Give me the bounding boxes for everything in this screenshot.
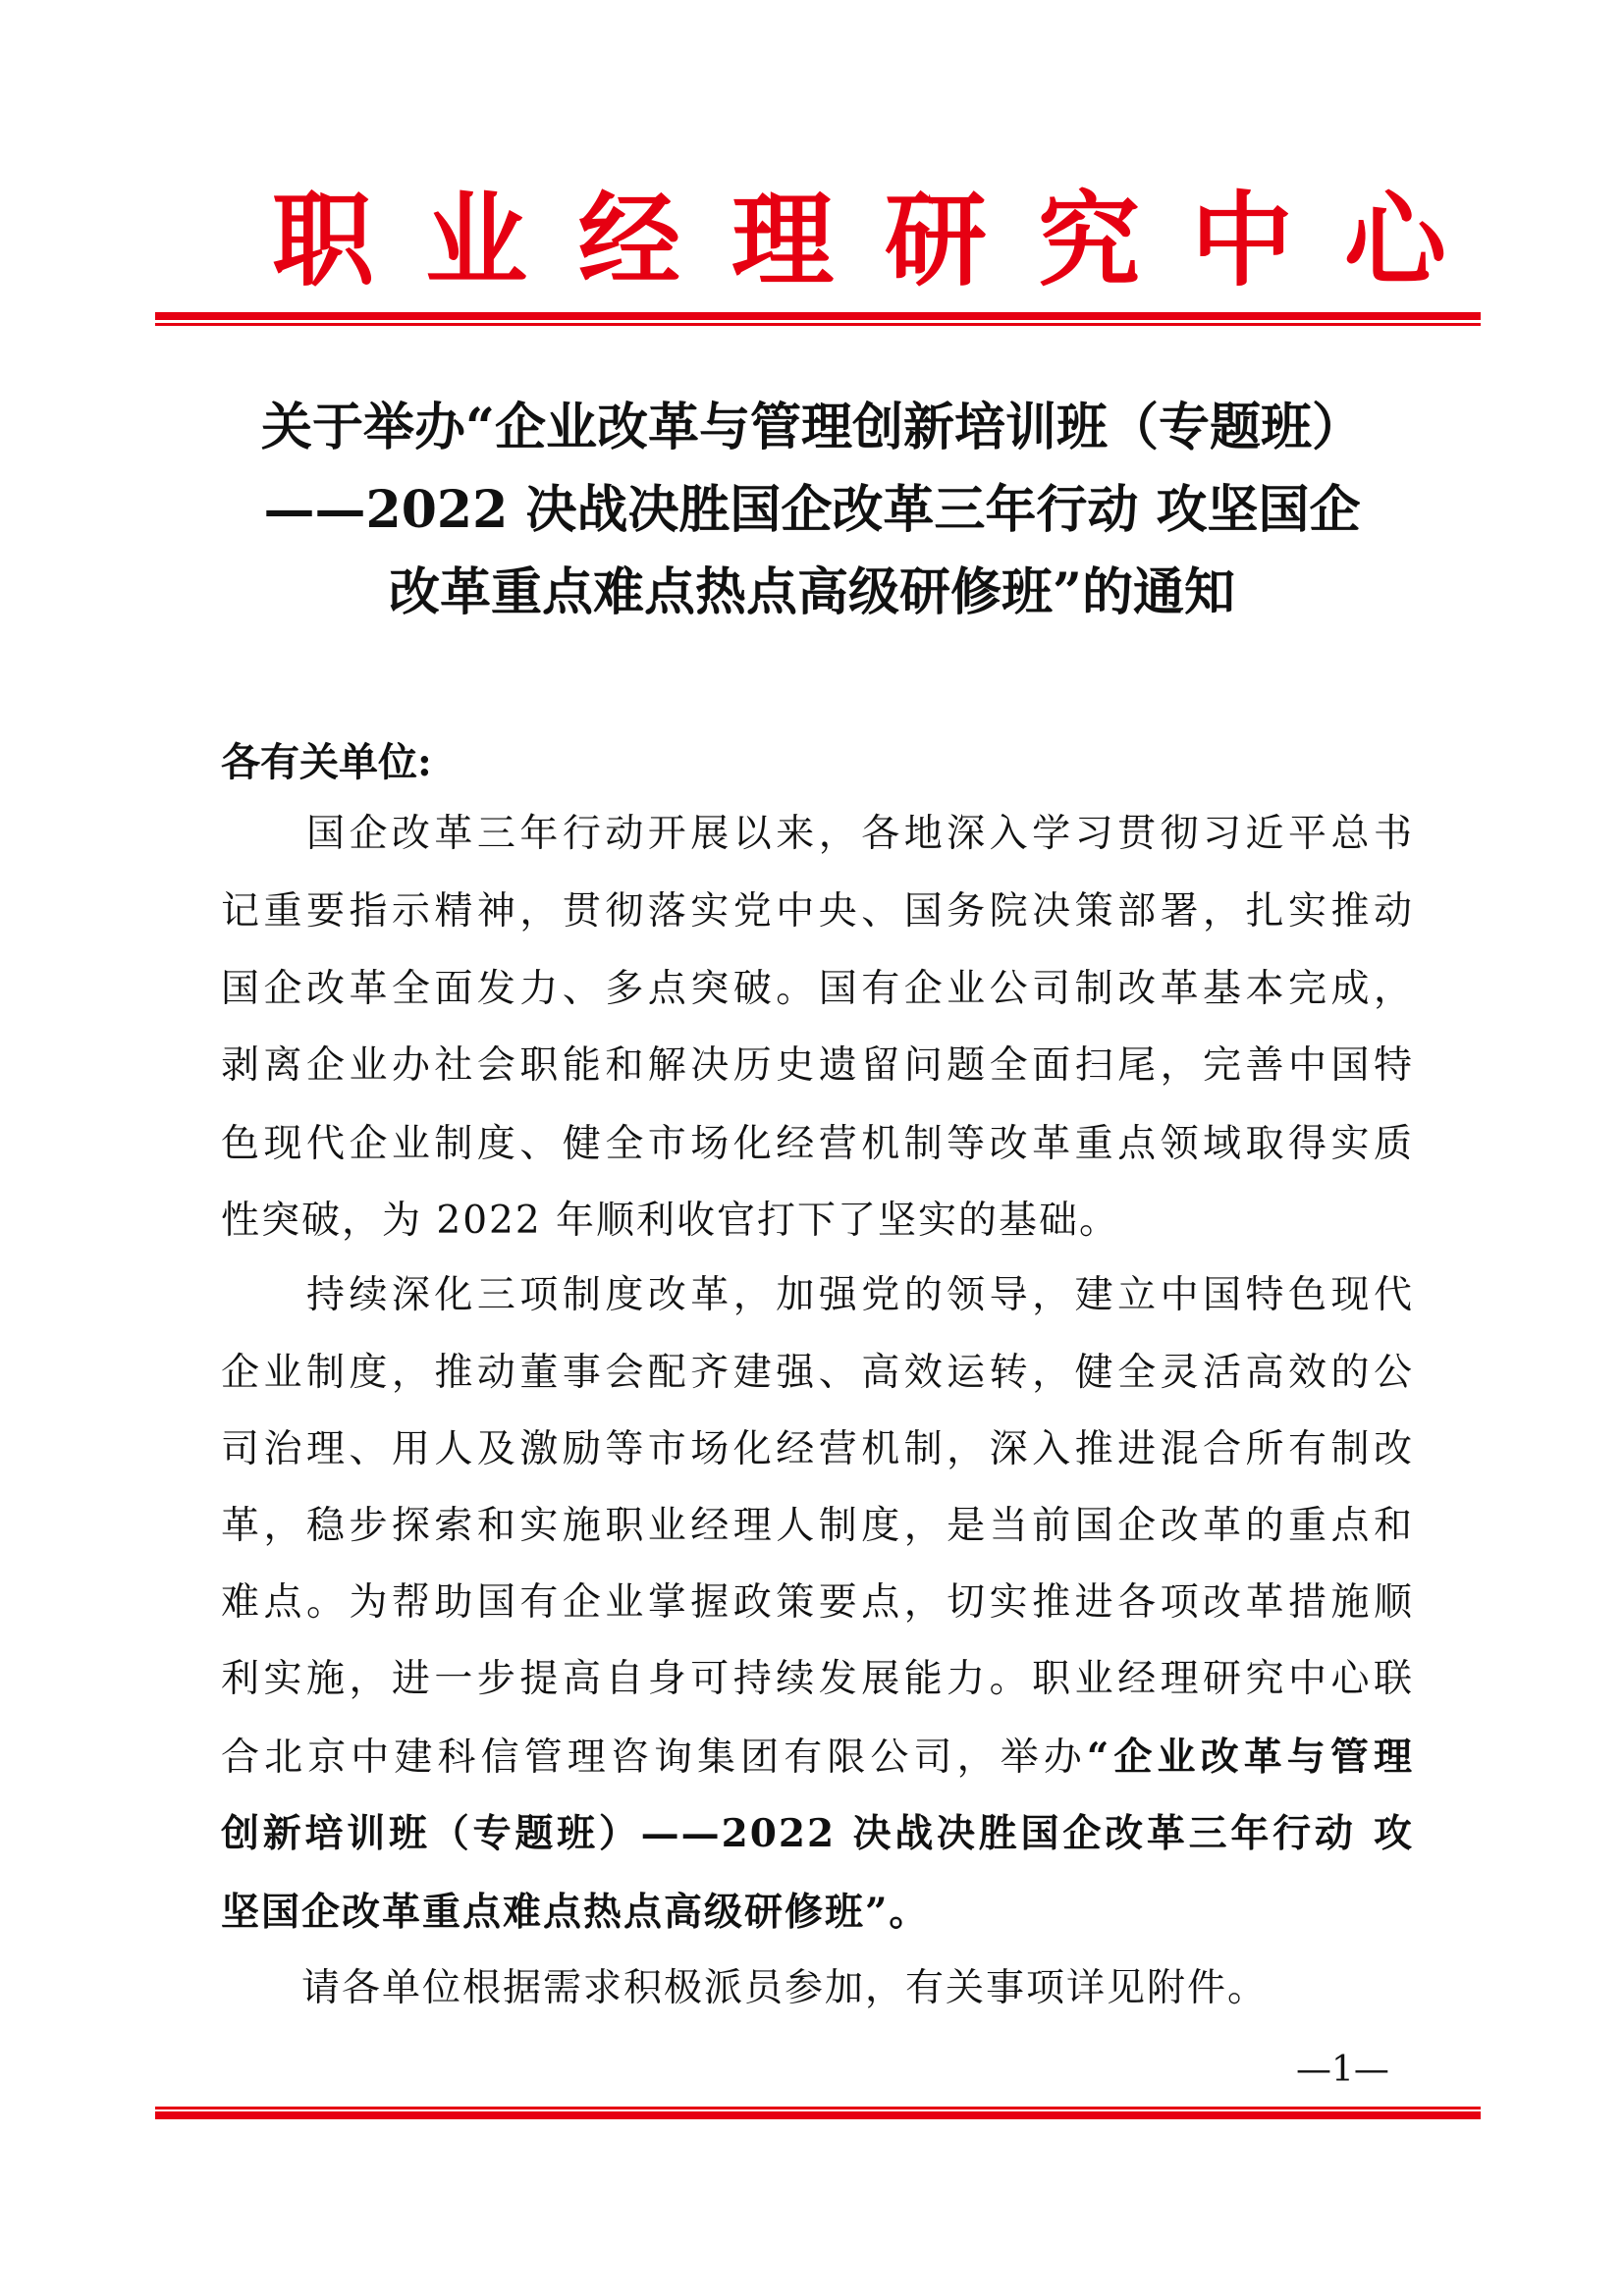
body-line: 企业制度，推动董事会配齐建强、高效运转，健全灵活高效的公 [221, 1351, 1414, 1395]
footer-thick-rule [155, 2111, 1481, 2119]
course-name-bold: 创新培训班（专题班）——2022 决战决胜国企改革三年行动 攻 [221, 1811, 1414, 1856]
body-line: 革，稳步探索和实施职业经理人制度，是当前国企改革的重点和 [221, 1504, 1414, 1548]
body-line: 司治理、用人及激励等市场化经营机制，深入推进混合所有制改 [221, 1427, 1414, 1471]
body-line: 剥离企业办社会职能和解决历史遗留问题全面扫尾，完善中国特 [221, 1043, 1414, 1088]
title-line: ——2022 决战决胜国企改革三年行动 攻坚国企 [263, 480, 1361, 540]
body-line: 国企改革全面发力、多点突破。国有企业公司制改革基本完成， [221, 967, 1414, 1011]
body-line: 持续深化三项制度改革，加强党的领导，建立中国特色现代 [221, 1273, 1414, 1317]
body-line: 色现代企业制度、健全市场化经营机制等改革重点领域取得实质 [221, 1122, 1414, 1166]
page-number: —1— [1296, 2050, 1389, 2090]
body-line: 国企改革三年行动开展以来，各地深入学习贯彻习近平总书 [221, 812, 1414, 856]
body-text: 合北京中建科信管理咨询集团有限公司，举办 [221, 1735, 1087, 1780]
course-name-bold: “企业改革与管理 [1086, 1735, 1414, 1780]
body-line [221, 1733, 1414, 1783]
body-line: 性突破，为 2022 年顺利收官打下了坚实的基础。 [221, 1199, 1120, 1243]
title-line: 关于举办“企业改革与管理创新培训班（专题班） [261, 398, 1363, 457]
title-line: 改革重点难点热点高级研修班”的通知 [389, 562, 1235, 622]
notice-title [157, 387, 1467, 634]
footer-thin-rule [155, 2107, 1481, 2109]
header-thick-rule [155, 312, 1481, 320]
letterhead-title: 职业经理研究中心 [272, 180, 1498, 300]
salutation: 各有关单位: [221, 739, 432, 785]
body-line: 难点。为帮助国有企业掌握政策要点，切实推进各项改革措施顺 [221, 1580, 1414, 1625]
course-name-bold: 坚国企改革重点难点热点高级研修班”。 [221, 1890, 930, 1935]
header-thin-rule [155, 323, 1481, 326]
body-line: 利实施，进一步提高自身可持续发展能力。职业经理研究中心联 [221, 1657, 1414, 1701]
body-line: 请各单位根据需求积极派员参加，有关事项详见附件。 [221, 1966, 1269, 2010]
body-line: 记重要指示精神，贯彻落实党中央、国务院决策部署，扎实推动 [221, 889, 1414, 934]
